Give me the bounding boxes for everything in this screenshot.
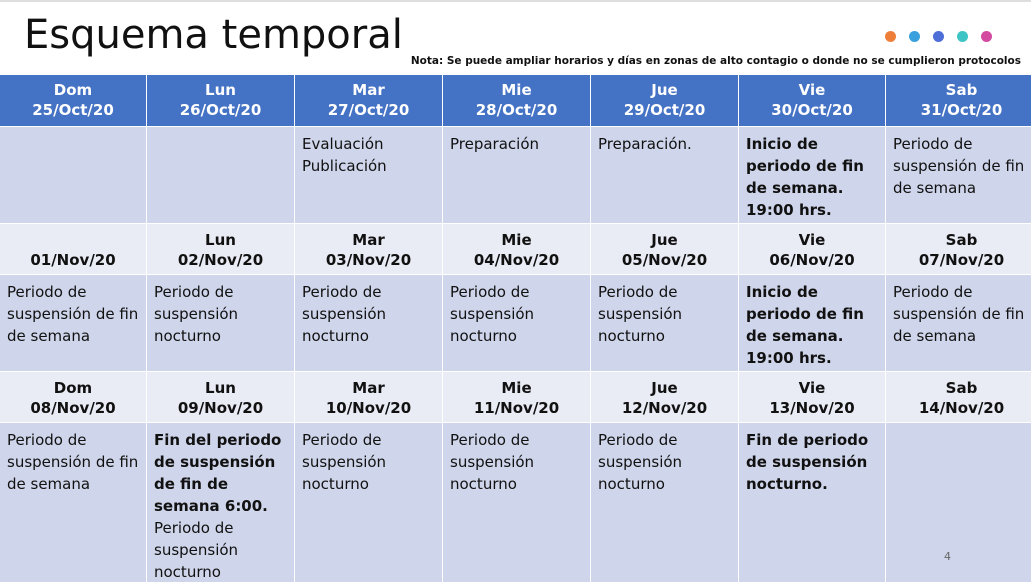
day-date: 30/Oct/20	[771, 101, 853, 119]
day-header-cell	[443, 224, 590, 274]
day-date: 29/Oct/20	[623, 101, 706, 119]
schedule-cell	[739, 275, 885, 371]
day-header-cell	[886, 75, 1031, 126]
day-name: Dom	[53, 379, 93, 397]
schedule-text: Inicio de periodo de fin de semana. 19:00 hrs.	[746, 283, 864, 367]
day-name: Vie	[798, 379, 826, 397]
schedule-cell	[147, 127, 294, 223]
day-date: 06/Nov/20	[769, 251, 855, 269]
day-header-cell	[739, 372, 885, 422]
schedule-cell	[591, 423, 738, 582]
slide-title: Esquema temporal	[24, 12, 403, 58]
schedule-text: Periodo de suspensión de fin de semana	[7, 431, 139, 493]
day-name: Lun	[205, 231, 236, 249]
day-date: 27/Oct/20	[327, 101, 410, 119]
day-name: Mie	[501, 231, 532, 249]
schedule-text: Periodo de suspensión nocturno	[598, 431, 683, 493]
decor-dot	[885, 31, 896, 42]
decor-dot	[981, 31, 992, 42]
day-date: 10/Nov/20	[325, 399, 412, 417]
day-date: 11/Nov/20	[473, 399, 560, 417]
schedule-cell	[886, 423, 1031, 582]
schedule-text: Periodo de suspensión nocturno	[154, 283, 239, 345]
day-date: 13/Nov/20	[769, 399, 855, 417]
day-date: 03/Nov/20	[325, 251, 412, 269]
day-name: Mie	[501, 81, 532, 99]
day-name: Lun	[205, 81, 236, 99]
day-date: 28/Oct/20	[475, 101, 558, 119]
schedule-cell	[443, 423, 590, 582]
day-date: 01/Nov/20	[30, 251, 116, 269]
day-header-cell	[443, 75, 590, 126]
top-divider	[0, 0, 1031, 2]
day-header-cell	[591, 372, 738, 422]
schedule-text: Inicio de periodo de fin de semana. 19:00 hrs.	[746, 135, 864, 219]
decor-dot	[933, 31, 944, 42]
day-name: Dom	[53, 81, 93, 99]
schedule-cell	[886, 275, 1031, 371]
day-header-cell	[0, 372, 146, 422]
schedule-cell	[591, 127, 738, 223]
day-name: Sab	[945, 81, 978, 99]
schedule-text: Evaluación	[302, 135, 384, 153]
decor-dot	[909, 31, 920, 42]
day-name: Mie	[501, 379, 532, 397]
day-header-cell	[591, 75, 738, 126]
schedule-cell	[295, 423, 442, 582]
day-name: Jue	[651, 231, 678, 249]
day-header-cell	[886, 372, 1031, 422]
day-date: 14/Nov/20	[918, 399, 1005, 417]
schedule-text: Preparación.	[598, 135, 692, 153]
day-name: Vie	[798, 81, 826, 99]
schedule-cell	[591, 275, 738, 371]
schedule-text: Periodo de suspensión nocturno	[450, 431, 535, 493]
schedule-table	[0, 75, 1031, 582]
day-header-cell	[147, 224, 294, 274]
day-date: 08/Nov/20	[30, 399, 116, 417]
schedule-cell	[739, 423, 885, 582]
page-number: 4	[944, 550, 951, 563]
day-header-cell	[591, 224, 738, 274]
day-date: 07/Nov/20	[918, 251, 1005, 269]
day-date: 12/Nov/20	[621, 399, 708, 417]
schedule-text: Fin del periodo de suspensión de fin de semana 6:00.	[154, 431, 282, 515]
day-header-cell	[295, 224, 442, 274]
day-header-cell	[739, 75, 885, 126]
schedule-text: Periodo de suspensión de fin de semana	[7, 283, 139, 345]
day-header-cell	[295, 75, 442, 126]
day-date: 05/Nov/20	[621, 251, 708, 269]
day-date: 31/Oct/20	[920, 101, 1003, 119]
schedule-text: Periodo de suspensión nocturno	[154, 519, 239, 581]
schedule-text: Periodo de suspensión nocturno	[598, 283, 683, 345]
schedule-cell	[0, 275, 146, 371]
day-header-cell	[295, 372, 442, 422]
schedule-text: Periodo de suspensión de fin de semana	[893, 283, 1025, 345]
schedule-cell	[0, 127, 146, 223]
schedule-cell	[147, 423, 294, 582]
day-header-cell	[0, 224, 146, 274]
day-name	[0, 230, 146, 250]
day-header-cell	[886, 224, 1031, 274]
schedule-text: Periodo de suspensión nocturno	[302, 283, 387, 345]
day-header-cell	[0, 75, 146, 126]
schedule-text: Periodo de suspensión nocturno	[450, 283, 535, 345]
schedule-cell	[0, 423, 146, 582]
schedule-cell	[739, 127, 885, 223]
day-name: Jue	[651, 81, 678, 99]
schedule-cell	[443, 127, 590, 223]
schedule-cell	[147, 275, 294, 371]
day-name: Jue	[651, 379, 678, 397]
day-date: 25/Oct/20	[32, 101, 114, 119]
day-date: 02/Nov/20	[177, 251, 264, 269]
day-header-cell	[147, 372, 294, 422]
schedule-cell	[886, 127, 1031, 223]
schedule-text: Periodo de suspensión nocturno	[302, 431, 387, 493]
day-header-cell	[443, 372, 590, 422]
schedule-text: Publicación	[302, 157, 387, 175]
day-name: Vie	[798, 231, 826, 249]
protocol-note: Nota: Se puede ampliar horarios y días en zonas de alto contagio o donde no se cumplieron protocolos	[410, 55, 1021, 67]
decor-dot	[957, 31, 968, 42]
day-header-cell	[739, 224, 885, 274]
schedule-text: Preparación	[450, 135, 540, 153]
schedule-cell	[295, 275, 442, 371]
day-name: Mar	[352, 231, 385, 249]
day-name: Lun	[205, 379, 236, 397]
day-name: Sab	[945, 379, 978, 397]
day-header-cell	[147, 75, 294, 126]
schedule-cell	[443, 275, 590, 371]
day-name: Sab	[945, 231, 978, 249]
schedule-cell	[295, 127, 442, 223]
schedule-text: Periodo de suspensión de fin de semana	[893, 135, 1025, 197]
day-date: 26/Oct/20	[179, 101, 262, 119]
schedule-text: Fin de periodo de suspensión nocturno.	[746, 431, 869, 493]
day-date: 09/Nov/20	[177, 399, 264, 417]
day-date: 04/Nov/20	[473, 251, 560, 269]
day-name: Mar	[352, 379, 385, 397]
day-name: Mar	[352, 81, 385, 99]
